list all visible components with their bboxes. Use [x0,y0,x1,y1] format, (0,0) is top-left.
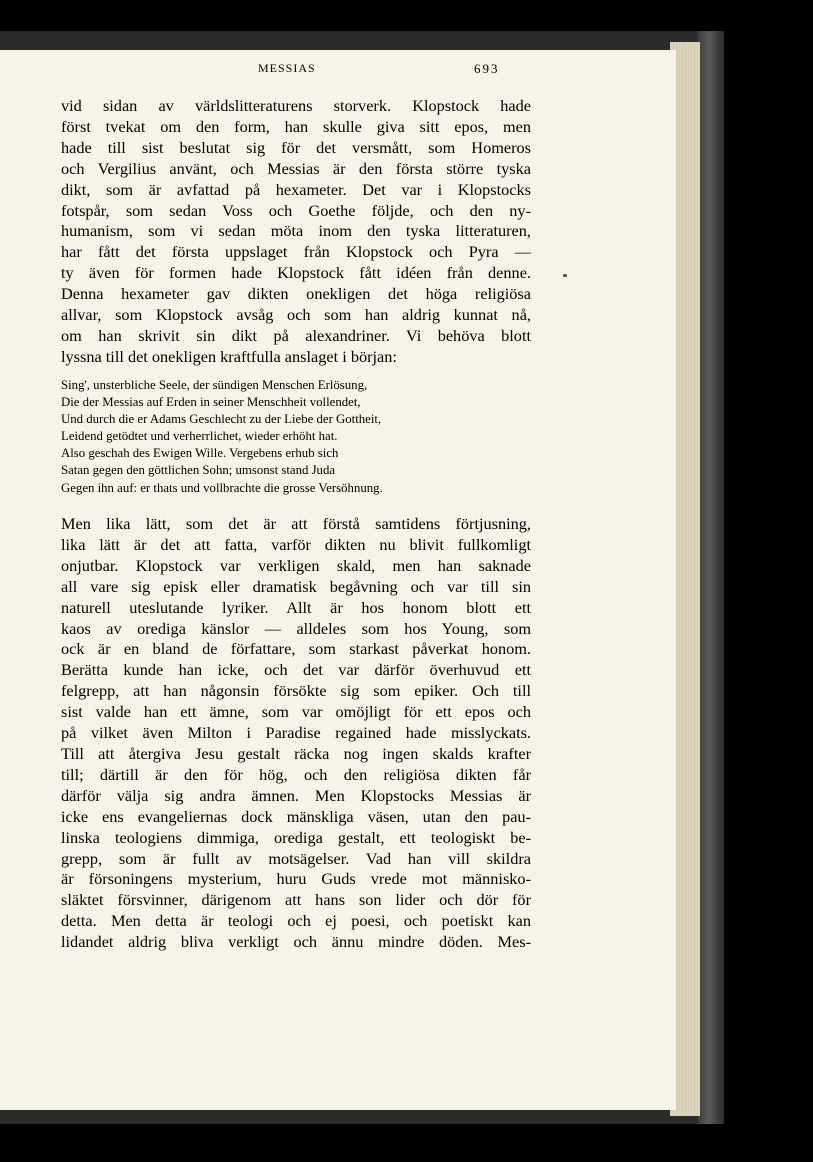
verse-line: Gegen ihn auf: er thats und vollbrachte die grosse Versöhnung. [61,480,383,495]
running-head [0,61,676,81]
text-line: Till att återgiva Jesu gestalt räcka nog ingen skalds krafter [61,743,531,763]
text-line: lidandet aldrig bliva verkligt och ännu mindre döden. Mes- [61,932,531,952]
verse-line: Satan gegen den göttlichen Sohn; umsonst stand Juda [61,463,336,478]
text-line: humanism, som vi sedan möta inom den tyska litteraturen, [61,221,531,241]
paragraph-1 [61,96,531,368]
text-line: all vare sig episk eller dramatisk begåvning och var till sin [61,576,531,596]
book-spine-edge [698,31,724,1124]
text-line: Berätta kunde han icke, och det var därför överhuvud ett [61,660,531,680]
text-line: Men lika lätt, som det är att förstå samtidens förtjusning, [61,514,531,533]
verse-line: Und durch die er Adams Geschlecht zu der Liebe der Gottheit, [61,412,382,427]
text-line: allvar, som Klopstock avsåg och som han aldrig kunnat nå, [61,305,531,325]
margin-mark [563,274,567,277]
text-line: ty även för formen hade Klopstock fått idéen från denne. [61,263,531,283]
text-line: hade till sist beslutat sig för det versmått, som Homeros [61,137,531,157]
text-line: lyssna till det onekligen kraftfulla anslaget i början: [61,346,397,366]
text-line: om han skrivit sin dikt på alexandriner. Vi behöva blott [61,325,531,345]
text-line: grepp, som är fullt av motsägelser. Vad han vill skildra [61,848,531,868]
text-line: på vilket även Milton i Paradise regained hade misslyckats. [61,723,531,743]
text-line: onjutbar. Klopstock var verkligen skald, men han saknade [61,555,531,575]
text-line: vid sidan av världslitteraturens storverk. Klopstock hade [61,96,531,115]
verse-line: Sing', unsterbliche Seele, der sündigen Menschen Erlösung, [61,378,368,392]
verse-quotation [61,377,531,497]
text-line: linska teologiens dimmiga, orediga gestalt, ett teologiskt be- [61,827,531,847]
running-head-title: MESSIAS [258,61,316,75]
paragraph-2 [61,514,531,953]
text-line: till; därtill är den för hög, och den religiösa dikten får [61,764,531,784]
text-line: släktet försvinner, därigenom att hans son lider och dör för [61,890,531,910]
text-line: naturell uteslutande lyriker. Allt är hos honom blott ett [61,597,531,617]
text-line: Denna hexameter gav dikten onekligen det höga religiösa [61,284,531,304]
text-line: har fått det första uppslaget från Klopstock och Pyra — [61,242,531,262]
text-line: felgrepp, att han någonsin försökte sig som epiker. Och till [61,681,531,701]
text-line: kaos av orediga känslor — alldeles som hos Young, som [61,618,531,638]
text-line: dikt, som är avfattad på hexameter. Det var i Klopstocks [61,179,531,199]
text-line: sist valde han ett ämne, som var omöjligt för ett epos och [61,702,531,722]
text-line: icke ens evangeliernas dock mänskliga väsen, utan den pau- [61,806,531,826]
verse-line: Die der Messias auf Erden in seiner Menschheit vollendet, [61,395,361,410]
text-line: detta. Men detta är teologi och ej poesi, och poetiskt kan [61,911,531,931]
verse-line: Also geschah des Ewigen Wille. Vergebens erhub sich [61,446,339,461]
text-line: är försoningens mysterium, huru Guds vrede mot människo- [61,869,531,889]
text-line: först tvekat om den form, han skulle giva sitt epos, men [61,116,531,136]
text-line: och Vergilius använt, och Messias är den första större tyska [61,158,531,178]
text-line: fotspår, som sedan Voss och Goethe följde, och den ny- [61,200,531,220]
text-line: därför välja sig andra ämnen. Men Klopstocks Messias är [61,785,531,805]
page-number: 693 [474,61,500,76]
text-line: ock är en bland de författare, som starkast påverkat honom. [61,639,531,659]
text-line: lika lätt är det att fatta, varför dikten nu blivit fullkomligt [61,534,531,554]
verse-line: Leidend getödtet und verherrlichet, wieder erhöht hat. [61,429,338,444]
